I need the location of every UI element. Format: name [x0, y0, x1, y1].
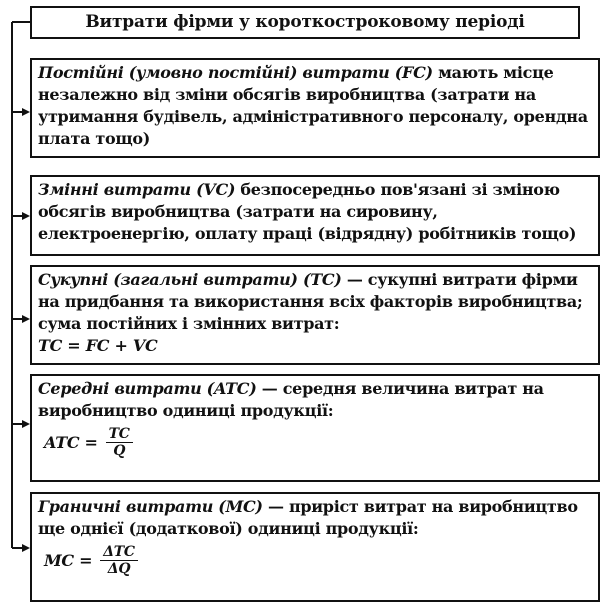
fixed-costs-box: [30, 58, 600, 158]
average-costs-box: [30, 374, 600, 482]
variable-costs-term: Змінні витрати (VC): [38, 180, 236, 199]
arrow-icon: [22, 108, 30, 116]
marginal-costs-formula: [38, 544, 592, 577]
variable-costs-text: безпосередньо пов'язані зі зміною обсягів виробництва (затрати на сировину, електроенергію, оплату праці (відрядну) робітників тощо): [38, 180, 577, 243]
total-costs-box: [30, 265, 600, 365]
arrow-icon: [22, 315, 30, 323]
average-costs-term: Середні витрати (ATC): [38, 379, 257, 398]
marginal-costs-formula-lhs: MC =: [44, 550, 93, 570]
average-costs-text: — середня величина витрат на виробництво одиниці продукції:: [38, 379, 544, 420]
fixed-costs-text: мають місце незалежно від зміни обсягів виробництва (затрати на утримання будівель, адміністративного персоналу, орендна плата тощо): [38, 63, 588, 148]
arrow-icon: [22, 420, 30, 428]
total-costs-formula: TC = FC + VC: [38, 336, 158, 355]
marginal-costs-text: — приріст витрат на виробництво ще однієї (додаткової) одиниці продукції:: [38, 497, 578, 538]
marginal-costs-denominator: ΔQ: [107, 561, 131, 577]
marginal-costs-term: Граничні витрати (MC): [38, 497, 263, 516]
variable-costs-box: [30, 175, 600, 256]
total-costs-term: Сукупні (загальні витрати) (TC): [38, 270, 342, 289]
arrow-icon: [22, 212, 30, 220]
average-costs-denominator: Q: [113, 443, 126, 459]
arrow-icon: [22, 544, 30, 552]
total-costs-text: — сукупні витрати фірми на придбання та використання всіх факторів виробництва; сума постійних і змінних витрат:: [38, 270, 583, 333]
marginal-costs-fraction: [100, 544, 138, 577]
average-costs-formula-lhs: ATC =: [44, 432, 98, 452]
average-costs-numerator: TC: [106, 426, 133, 443]
average-costs-formula: [38, 426, 592, 459]
marginal-costs-numerator: ΔTC: [100, 544, 138, 561]
marginal-costs-box: [30, 492, 600, 602]
fixed-costs-term: Постійні (умовно постійні) витрати (FC): [38, 63, 433, 82]
average-costs-fraction: [106, 426, 133, 459]
diagram-title: Витрати фірми у короткостроковому періоді: [30, 6, 580, 39]
